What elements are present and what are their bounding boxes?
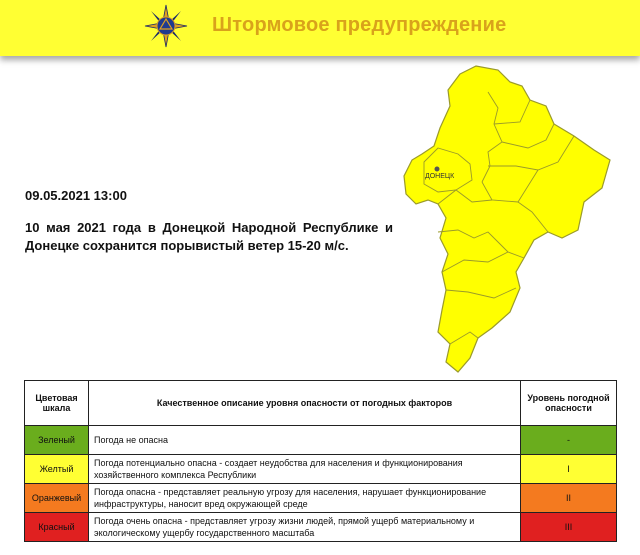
table-row — [25, 455, 617, 484]
map-city-label: ДОНЕЦК — [425, 173, 455, 180]
region-outline — [404, 66, 610, 372]
table-row — [25, 484, 617, 513]
description-cell: Погода очень опасна - представляет угрозу жизни людей, прямой ущерб материальному и экологическому ущербу государственного масштаба — [89, 513, 521, 542]
region-map-svg — [398, 62, 640, 378]
color-name-cell: Зеленый — [25, 426, 89, 455]
emergency-emblem-icon — [144, 4, 188, 48]
level-cell: III — [521, 513, 617, 542]
table-header-row — [25, 381, 617, 426]
header-color-scale: Цветовая шкала — [25, 381, 89, 426]
table-row — [25, 426, 617, 455]
description-cell: Погода опасна - представляет реальную угрозу для населения, нарушает функционирование инфраструктуры, наносит вред окружающей среде — [89, 484, 521, 513]
color-name-cell: Красный — [25, 513, 89, 542]
color-name-cell: Желтый — [25, 455, 89, 484]
page-title: Штормовое предупреждение — [212, 14, 507, 36]
header-description: Качественное описание уровня опасности от погодных факторов — [89, 381, 521, 426]
level-cell: II — [521, 484, 617, 513]
warning-date: 09.05.2021 13:00 — [25, 188, 127, 203]
color-name-cell: Оранжевый — [25, 484, 89, 513]
danger-scale-table — [24, 380, 617, 542]
header-level: Уровень погодной опасности — [521, 381, 617, 426]
description-cell: Погода потенциально опасна - создает неудобства для населения и функционирования хозяйственного комплекса Республики — [89, 455, 521, 484]
header-bar — [0, 0, 640, 56]
table-row — [25, 513, 617, 542]
level-cell: - — [521, 426, 617, 455]
description-cell: Погода не опасна — [89, 426, 521, 455]
region-map — [398, 62, 640, 378]
donetsk-city-marker — [435, 167, 440, 172]
warning-message: 10 мая 2021 года в Донецкой Народной Республике и Донецке сохранится порывистый ветер 15-20 м/с. — [25, 220, 393, 253]
level-cell: I — [521, 455, 617, 484]
